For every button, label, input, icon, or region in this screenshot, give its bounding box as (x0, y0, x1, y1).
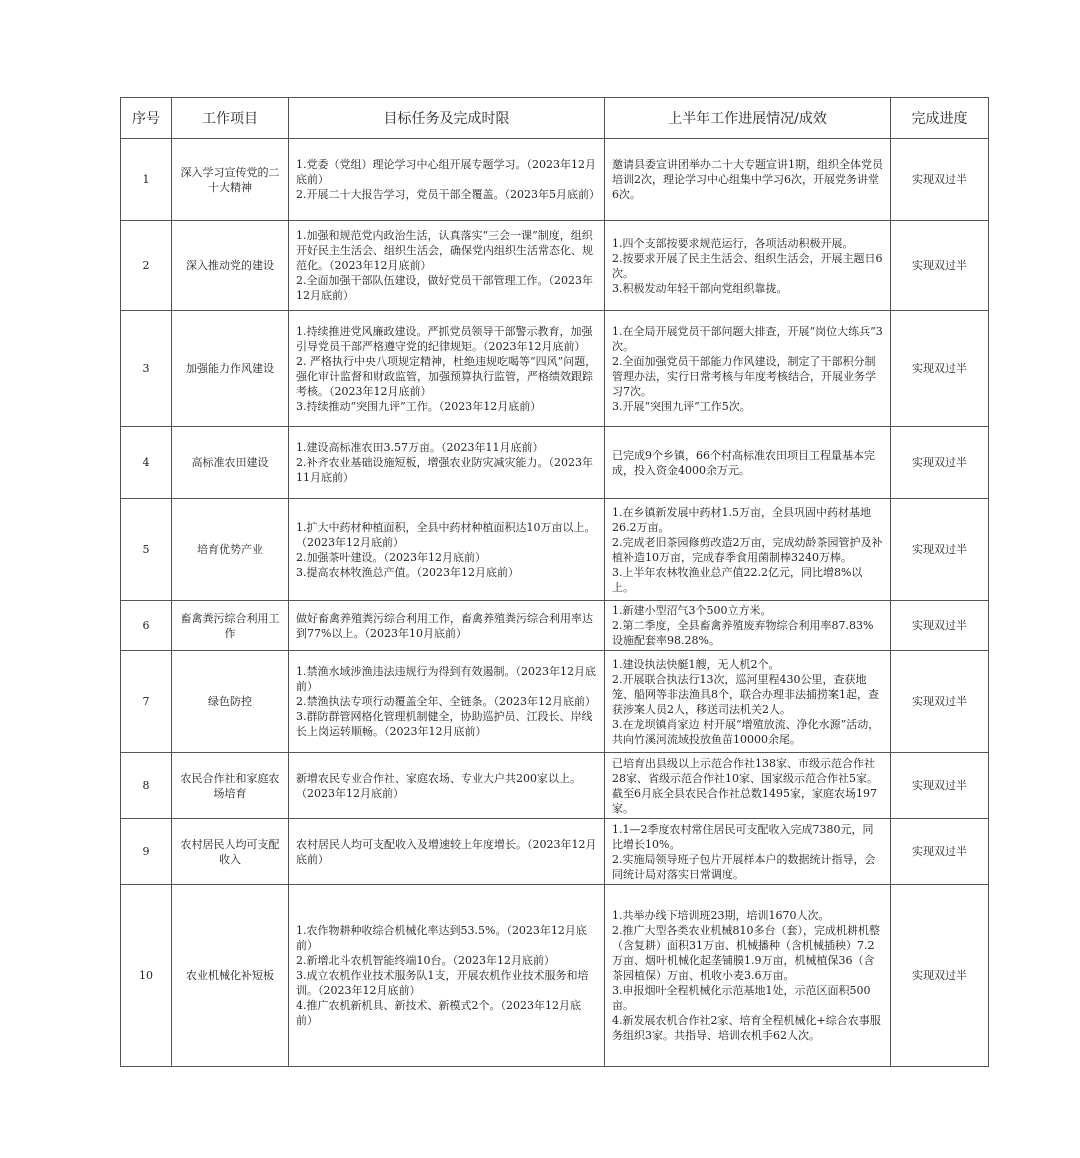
table-row (121, 753, 989, 819)
row-number: 9 (121, 819, 172, 885)
row-project: 绿色防控 (172, 651, 289, 753)
progress-item: 2.推广大型各类农业机械810多台（套），完成机耕机整（含复耕）面积31万亩、机械播种（含机械插秧）7.2万亩、烟叶机械化起垄铺膜1.9万亩，机械植保36（含茶园植保）万亩、机收小麦3.6万亩。 (612, 924, 880, 982)
row-targets (289, 311, 605, 427)
target-item: 2. 严格执行中央八项规定精神，杜绝违规吃喝等“四风”问题，强化审计监督和财政监管，加强预算执行监管，严格绩效跟踪考核。（2023年12月底前） (296, 354, 597, 398)
row-targets (289, 819, 605, 885)
progress-item: 3.积极发动年轻干部向党组织靠拢。 (612, 281, 788, 295)
target-item: 新增农民专业合作社、家庭农场、专业大户共200家以上。（2023年12月底前） (296, 771, 581, 800)
row-targets (289, 139, 605, 221)
target-item: 3.成立农机作业技术服务队1支，开展农机作业技术服务和培训。（2023年12月底前） (296, 969, 589, 997)
row-progress (605, 427, 891, 499)
target-item: 1.建设高标准农田3.57万亩。（2023年11月底前） (296, 441, 544, 454)
progress-item: 1.新建小型沼气3个500立方米。 (612, 604, 772, 617)
progress-item: 1.1—2季度农村常住居民可支配收入完成7380元，同比增长10%。 (612, 822, 874, 851)
row-number: 10 (121, 885, 172, 1067)
table-body (121, 139, 989, 1067)
row-number: 4 (121, 427, 172, 499)
row-targets (289, 499, 605, 601)
table-header (121, 98, 989, 139)
target-item: 2.全面加强干部队伍建设，做好党员干部管理工作。（2023年12月底前） (296, 274, 593, 302)
target-item: 1.党委（党组）理论学习中心组开展专题学习。（2023年12月底前） (296, 158, 596, 186)
target-item: 4.推广农机新机具、新技术、新模式2个。（2023年12月底前） (296, 999, 581, 1027)
table-row (121, 819, 989, 885)
progress-item: 2.完成老旧茶园修剪改造2万亩，完成幼龄茶园管护及补植补造10万亩，完成春季食用菌制棒3240万棒。 (612, 535, 883, 564)
header-targets: 目标任务及完成时限 (289, 98, 605, 139)
row-number: 3 (121, 311, 172, 427)
row-status: 实现双过半 (891, 427, 989, 499)
progress-item: 已完成9个乡镇，66个村高标准农田项目工程量基本完成，投入资金4000余万元。 (612, 448, 875, 477)
target-item: 1.扩大中药材种植面积，全县中药材种植面积达10万亩以上。（2023年12月底前） (296, 520, 596, 549)
progress-item: 邀请县委宣讲团举办二十大专题宣讲1期，组织全体党员培训2次，理论学习中心组集中学习6次，开展党务讲堂6次。 (612, 158, 883, 201)
row-status: 实现双过半 (891, 753, 989, 819)
progress-item: 1.建设执法快艇1艘，无人机2个。 (612, 657, 780, 671)
row-project: 农业机械化补短板 (172, 885, 289, 1067)
row-number: 8 (121, 753, 172, 819)
row-project: 农民合作社和家庭农场培育 (172, 753, 289, 819)
header-project: 工作项目 (172, 98, 289, 139)
table-row (121, 601, 989, 651)
progress-item: 3.在龙坝镇肖家边 村开展“增殖放流、净化水源”活动，共向竹溪河流域投放鱼苗10000余尾。 (612, 717, 880, 746)
progress-item: 1.在乡镇新发展中药材1.5万亩，全县巩固中药材基地26.2万亩。 (612, 505, 871, 534)
table-row (121, 885, 989, 1067)
row-status: 实现双过半 (891, 221, 989, 311)
target-item: 2.开展二十大报告学习，党员干部全覆盖。（2023年5月底前） (296, 188, 600, 201)
row-progress (605, 651, 891, 753)
row-project: 农村居民人均可支配收入 (172, 819, 289, 885)
row-number: 1 (121, 139, 172, 221)
progress-item: 3.上半年农林牧渔业总产值22.2亿元，同比增8%以上。 (612, 565, 863, 594)
table-row (121, 427, 989, 499)
target-item: 2.补齐农业基础设施短板，增强农业防灾减灾能力。（2023年11月底前） (296, 456, 593, 484)
work-progress-table (120, 97, 989, 1067)
row-status: 实现双过半 (891, 311, 989, 427)
table-row (121, 139, 989, 221)
row-progress (605, 139, 891, 221)
row-progress (605, 819, 891, 885)
target-item: 1.加强和规范党内政治生活，认真落实“三会一课”制度，组织开好民主生活会、组织生活会，确保党内组织生活常态化、规范化。（2023年12月底前） (296, 229, 593, 272)
row-status: 实现双过半 (891, 819, 989, 885)
table-row (121, 651, 989, 753)
row-targets (289, 601, 605, 651)
progress-item: 已培育出县级以上示范合作社138家、市级示范合作社28家、省级示范合作社10家、国家级示范合作社5家。截至6月底全县农民合作社总数1495家，家庭农场197家。 (612, 756, 878, 815)
row-targets (289, 221, 605, 311)
progress-item: 1.在全局开展党员干部问题大排查，开展“岗位大练兵”3次。 (612, 324, 883, 353)
progress-item: 2.按要求开展了民主生活会、组织生活会，开展主题日6次。 (612, 251, 883, 280)
row-progress (605, 311, 891, 427)
target-item: 3.持续推动“突围九评”工作。（2023年12月底前） (296, 399, 542, 413)
row-project: 畜禽粪污综合利用工作 (172, 601, 289, 651)
target-item: 2.新增北斗农机智能终端10台。（2023年12月底前） (296, 954, 555, 967)
row-project: 培育优势产业 (172, 499, 289, 601)
target-item: 农村居民人均可支配收入及增速较上年度增长。（2023年12月底前） (296, 837, 597, 866)
header-no: 序号 (121, 98, 172, 139)
row-status: 实现双过半 (891, 139, 989, 221)
progress-item: 3.申报烟叶全程机械化示范基地1处，示范区面积500亩。 (612, 984, 871, 1012)
header-row (121, 98, 989, 139)
row-project: 深入学习宣传党的二十大精神 (172, 139, 289, 221)
row-project: 深入推动党的建设 (172, 221, 289, 311)
table-row (121, 499, 989, 601)
target-item: 2.加强茶叶建设。（2023年12月底前） (296, 550, 486, 564)
target-item: 做好畜禽养殖粪污综合利用工作，畜禽养殖粪污综合利用率达到77%以上。（2023年10月底前） (296, 611, 593, 640)
target-item: 2.禁渔执法专项行动覆盖全年、全链条。（2023年12月底前） (296, 695, 596, 708)
row-status: 实现双过半 (891, 885, 989, 1067)
row-progress (605, 221, 891, 311)
row-targets (289, 427, 605, 499)
row-progress (605, 601, 891, 651)
row-targets (289, 651, 605, 753)
progress-item: 4.新发展农机合作社2家、培育全程机械化+综合农事服务组织3家。共指导、培训农机手62人次。 (612, 1014, 881, 1042)
progress-item: 1.四个支部按要求规范运行，各项活动积极开展。 (612, 236, 854, 250)
target-item: 1.农作物耕种收综合机械化率达到53.5%。（2023年12月底前） (296, 924, 587, 952)
row-number: 2 (121, 221, 172, 311)
row-number: 6 (121, 601, 172, 651)
progress-item: 2.实施局领导班子包片开展样本户的数据统计指导，会同统计局对落实日常调度。 (612, 852, 876, 881)
row-number: 7 (121, 651, 172, 753)
row-progress (605, 885, 891, 1067)
row-project: 加强能力作风建设 (172, 311, 289, 427)
row-progress (605, 499, 891, 601)
row-progress (605, 753, 891, 819)
target-item: 3.提高农林牧渔总产值。（2023年12月底前） (296, 565, 519, 579)
progress-item: 1.共举办线下培训班23期，培训1670人次。 (612, 909, 830, 922)
target-item: 3.群防群管网格化管理机制健全，协助巡护员、江段长、岸线长上岗运转顺畅。（2023年12月底前） (296, 710, 593, 738)
header-status: 完成进度 (891, 98, 989, 139)
progress-item: 2.全面加强党员干部能力作风建设，制定了干部积分制管理办法，实行日常考核与年度考核结合，开展业务学习7次。 (612, 354, 876, 398)
target-item: 1.禁渔水域涉渔违法违规行为得到有效遏制。（2023年12月底前） (296, 665, 596, 693)
target-item: 1.持续推进党风廉政建设。严抓党员领导干部警示教育，加强引导党员干部严格遵守党的纪律规矩。（2023年12月底前） (296, 324, 593, 353)
row-status: 实现双过半 (891, 651, 989, 753)
row-project: 高标准农田建设 (172, 427, 289, 499)
row-status: 实现双过半 (891, 499, 989, 601)
row-targets (289, 753, 605, 819)
row-number: 5 (121, 499, 172, 601)
table-row (121, 221, 989, 311)
progress-item: 3.开展“突围九评”工作5次。 (612, 399, 751, 413)
progress-item: 2.第二季度，全县畜禽养殖废弃物综合利用率87.83%设施配套率98.28%。 (612, 619, 874, 647)
row-targets (289, 885, 605, 1067)
header-progress: 上半年工作进展情况/成效 (605, 98, 891, 139)
row-status: 实现双过半 (891, 601, 989, 651)
table-row (121, 311, 989, 427)
progress-item: 2.开展联合执法行13次，巡河里程430公里，查获地笼、船网等非法渔具8个，联合办理非法捕捞案1起，查获涉案人员2人，移送司法机关2人。 (612, 672, 879, 716)
